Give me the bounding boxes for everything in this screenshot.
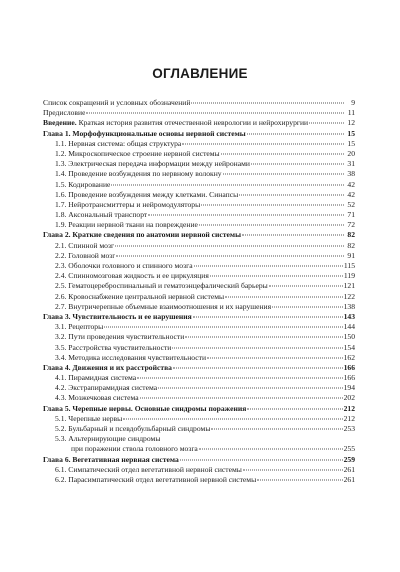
toc-page-number: 91 [347,250,355,260]
dot-leader [111,184,344,185]
toc-entry-text: 1.8. Аксональный транспорт [55,210,148,220]
toc-entry [43,465,355,475]
toc-page-number: 72 [347,220,355,230]
toc-page-number: 259 [343,454,355,464]
toc-entry [43,190,355,200]
toc-entry-text: Глава 6. Вегетативная нервная система [43,454,179,464]
toc-entry-text: 2.3. Оболочки головного и спинного мозга [55,261,193,270]
toc-entry-text: Введение. Краткая история развития отечественной неврологии и нейрохирургии [43,118,309,128]
dot-leader [185,337,342,338]
toc-chapter [43,312,355,322]
toc-page-number: 71 [347,210,355,220]
toc-page-number: 143 [343,311,355,321]
toc-chapter [43,404,355,414]
toc-entry [43,292,355,302]
toc-page-number: 15 [347,128,355,138]
toc-entry [43,108,355,118]
toc-entry-text: 1.5. Кодирование [55,179,111,189]
toc-entry [43,271,355,281]
dot-leader [221,153,344,154]
dot-leader [199,225,344,226]
dot-leader [247,133,344,134]
toc-entry [43,373,355,383]
toc-page-number: 212 [343,413,355,423]
toc-entry-text: 2.5. Гематоцереброспинальный и гематоэнцефалический барьеры [55,281,268,291]
toc-page-number: 212 [343,403,355,413]
toc-page-number: 9 [351,98,355,107]
toc-entry-text: 1.7. Нейротрансмиттеры и нейромодуляторы [55,199,201,209]
dot-leader [199,449,343,450]
toc-entry [43,424,355,434]
toc-entry-text: при поражении ствола головного мозга [71,444,198,454]
toc-chapter [43,129,355,139]
toc-page-number: 42 [347,189,355,199]
toc-entry-text: 6.1. Симпатический отдел вегетативной нервной системы [55,464,242,474]
toc-page-number: 166 [343,373,355,383]
toc-entry-text: 2.2. Головной мозг [55,250,116,260]
dot-leader [272,306,343,307]
toc-entry-text: 5.1. Черепные нервы [55,413,123,423]
toc-entry [43,302,355,312]
dot-leader [207,357,343,358]
toc-page-number: 144 [343,322,355,332]
toc-chapter [43,455,355,465]
toc-entry-text: 3.2. Пути проведения чувствительности [55,332,185,342]
toc-page-number: 31 [347,159,355,169]
toc-page-number: 52 [347,199,355,209]
dot-leader [191,103,344,104]
toc-entry-text: 2.1. Спинной мозг [55,240,115,250]
toc-entry [43,343,355,353]
dot-leader [247,408,342,409]
dot-leader [148,215,344,216]
toc-entry-text: 1.1. Нервная система: общая структура [55,138,182,148]
dot-leader [223,174,344,175]
toc-entry [43,414,355,424]
toc-entry-text: Список сокращений и условных обозначений [43,98,191,107]
toc-chapter [43,363,355,373]
toc-page-number: 82 [347,230,355,240]
dot-leader [269,286,343,287]
dot-leader [239,194,344,195]
toc-page-number: 255 [343,444,355,454]
toc-entry [43,241,355,251]
toc-entry [43,98,355,108]
toc-entry [43,444,355,454]
dot-leader [211,429,342,430]
toc-entry-text: 6.2. Парасимпатический отдел вегетативной нервной системы [55,474,257,484]
toc-entry-text: 3.5. Расстройства чувствительности [55,342,172,352]
toc-page-number: 38 [347,169,355,179]
toc-chapter [43,230,355,240]
page-title: ОГЛАВЛЕНИЕ [152,66,248,81]
toc-entry [43,475,355,485]
toc-page-number: 202 [343,393,355,403]
toc-entry [43,118,355,128]
toc-page-number: 138 [343,301,355,311]
toc-entry-text: Глава 2. Краткие сведения по анатомии нервной системы [43,230,241,240]
toc-page-number: 253 [343,424,355,433]
dot-leader [243,469,343,470]
dot-leader [86,113,344,114]
dot-leader [210,276,343,277]
toc-entry-text: 4.2. Экстрапирамидная система [55,383,158,393]
dot-leader [140,398,343,399]
toc-page-number: 166 [343,362,355,372]
toc-entry-text: Глава 3. Чувствительность и ее нарушения [43,311,192,321]
toc-entry [43,220,355,230]
toc-page-number: 150 [343,332,355,342]
toc-entry-text: 2.7. Внутричерепные объемные взаимоотношения и их нарушения [55,301,272,311]
dot-leader [173,367,343,368]
toc-entry-text: 2.4. Спинномозговая жидкость и ее циркуляция [55,271,209,281]
toc-entry-text: 2.6. Кровоснабжение центральной нервной системы [55,291,225,301]
toc-entry-text: 3.1. Рецепторы [55,322,104,332]
toc-page-number: 154 [343,342,355,352]
toc-entry [43,139,355,149]
dot-leader [172,347,342,348]
dot-leader [225,296,342,297]
toc-page-number: 162 [343,352,355,362]
toc-entry [43,159,355,169]
table-of-contents [43,98,355,485]
toc-page-number: 194 [343,383,355,393]
dot-leader [123,418,342,419]
toc-entry [43,393,355,403]
toc-entry [43,434,355,444]
dot-leader [104,327,342,328]
toc-entry [43,281,355,291]
toc-entry [43,200,355,210]
toc-page-number: 82 [347,240,355,250]
toc-entry-text: 1.9. Реакции нервной ткани на повреждение [55,220,198,230]
toc-page-number: 15 [347,138,355,148]
dot-leader [194,266,343,267]
toc-entry [43,210,355,220]
toc-entry-text: 3.4. Методика исследования чувствительности [55,352,207,362]
dot-leader [242,235,344,236]
toc-entry-text: 1.3. Электрическая передача информации между нейронами [55,159,250,169]
toc-entry-text: 5.3. Альтернирующие синдромы [55,434,161,444]
toc-entry [43,332,355,342]
dot-leader [116,255,344,256]
toc-entry-text: 5.2. Бульбарный и псевдобульбарный синдромы [55,424,211,433]
toc-page-number: 115 [343,261,355,270]
toc-entry-text: 1.2. Микроскопическое строение нервной системы [55,148,220,158]
toc-entry-text: Предисловие [43,108,86,118]
toc-page-number: 11 [347,108,355,118]
toc-entry [43,353,355,363]
toc-page-number: 42 [347,179,355,189]
toc-entry-text: Глава 4. Движения и их расстройства [43,362,172,372]
toc-page-number: 261 [343,464,355,474]
toc-entry [43,149,355,159]
toc-entry-text: 4.3. Мозжечковая система [55,393,139,403]
toc-page-number: 12 [347,118,355,128]
toc-entry [43,322,355,332]
dot-leader [137,378,342,379]
toc-entry-text: Глава 5. Черепные нервы. Основные синдромы поражения [43,403,247,413]
toc-entry [43,180,355,190]
toc-entry [43,169,355,179]
dot-leader [182,143,344,144]
toc-page-number: 119 [343,271,355,281]
dot-leader [158,388,342,389]
dot-leader [193,316,343,317]
toc-entry [43,261,355,271]
dot-leader [309,123,344,124]
toc-entry-text: 4.1. Пирамидная система [55,373,137,383]
dot-leader [180,459,343,460]
toc-entry-text: 1.4. Проведение возбуждения по нервному волокну [55,169,222,179]
dot-leader [201,204,344,205]
toc-page-number: 121 [343,281,355,291]
toc-page-number: 122 [343,291,355,301]
toc-page-number: 20 [347,148,355,158]
dot-leader [115,245,344,246]
dot-leader [251,164,344,165]
toc-page-number: 261 [343,474,355,484]
dot-leader [257,479,342,480]
toc-entry [43,251,355,261]
toc-entry-text: 1.6. Проведение возбуждения между клетками. Синапсы [55,189,239,199]
toc-entry-text: Глава 1. Морфофункциональные основы нервной системы [43,128,246,138]
toc-entry [43,383,355,393]
